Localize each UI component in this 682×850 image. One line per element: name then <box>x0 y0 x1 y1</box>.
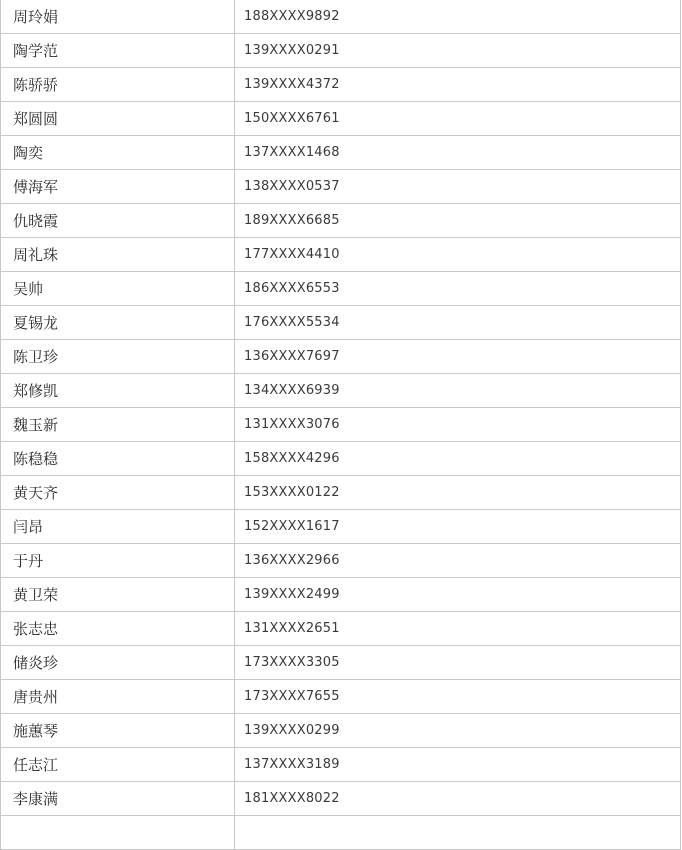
name-cell: 魏玉新 <box>1 408 235 442</box>
phone-cell: 136XXXX2966 <box>235 544 681 578</box>
table-row <box>1 680 681 714</box>
table-row <box>1 136 681 170</box>
name-cell: 黄天齐 <box>1 476 235 510</box>
table-row <box>1 374 681 408</box>
phone-cell: 138XXXX0537 <box>235 170 681 204</box>
name-cell: 郑修凯 <box>1 374 235 408</box>
phone-cell: 136XXXX7697 <box>235 340 681 374</box>
table-row <box>1 816 681 850</box>
table-row <box>1 748 681 782</box>
name-cell: 陶学范 <box>1 34 235 68</box>
phone-cell: 131XXXX3076 <box>235 408 681 442</box>
name-cell: 闫昂 <box>1 510 235 544</box>
name-cell: 任志江 <box>1 748 235 782</box>
table-row <box>1 306 681 340</box>
table-row <box>1 510 681 544</box>
table-row <box>1 646 681 680</box>
name-cell: 郑圆圆 <box>1 102 235 136</box>
contact-table-body <box>1 0 681 850</box>
table-row <box>1 102 681 136</box>
name-cell: 施蕙琴 <box>1 714 235 748</box>
phone-cell: 150XXXX6761 <box>235 102 681 136</box>
phone-cell: 139XXXX4372 <box>235 68 681 102</box>
name-cell: 李康满 <box>1 782 235 816</box>
table-row <box>1 34 681 68</box>
table-row <box>1 612 681 646</box>
phone-cell: 176XXXX5534 <box>235 306 681 340</box>
phone-cell: 188XXXX9892 <box>235 0 681 34</box>
phone-cell: 173XXXX7655 <box>235 680 681 714</box>
table-row <box>1 544 681 578</box>
phone-cell: 131XXXX2651 <box>235 612 681 646</box>
phone-cell: 134XXXX6939 <box>235 374 681 408</box>
phone-cell: 173XXXX3305 <box>235 646 681 680</box>
table-row <box>1 578 681 612</box>
phone-cell: 186XXXX6553 <box>235 272 681 306</box>
phone-cell <box>235 816 681 850</box>
phone-cell: 137XXXX1468 <box>235 136 681 170</box>
name-cell: 陈骄骄 <box>1 68 235 102</box>
name-cell: 张志忠 <box>1 612 235 646</box>
table-row <box>1 272 681 306</box>
name-cell: 唐贵州 <box>1 680 235 714</box>
phone-cell: 153XXXX0122 <box>235 476 681 510</box>
phone-cell: 139XXXX0291 <box>235 34 681 68</box>
name-cell: 陈稳稳 <box>1 442 235 476</box>
phone-cell: 137XXXX3189 <box>235 748 681 782</box>
phone-cell: 139XXXX0299 <box>235 714 681 748</box>
table-row <box>1 714 681 748</box>
name-cell: 储炎珍 <box>1 646 235 680</box>
table-row <box>1 68 681 102</box>
name-cell: 陶奕 <box>1 136 235 170</box>
table-row <box>1 408 681 442</box>
name-cell: 吴帅 <box>1 272 235 306</box>
phone-cell: 139XXXX2499 <box>235 578 681 612</box>
name-cell: 周玲娟 <box>1 0 235 34</box>
table-row <box>1 442 681 476</box>
table-row <box>1 170 681 204</box>
table-row <box>1 204 681 238</box>
name-cell: 夏锡龙 <box>1 306 235 340</box>
name-cell: 傅海军 <box>1 170 235 204</box>
name-cell <box>1 816 235 850</box>
phone-cell: 177XXXX4410 <box>235 238 681 272</box>
name-cell: 陈卫珍 <box>1 340 235 374</box>
name-cell: 周礼珠 <box>1 238 235 272</box>
table-row <box>1 238 681 272</box>
table-row <box>1 340 681 374</box>
phone-cell: 152XXXX1617 <box>235 510 681 544</box>
phone-cell: 158XXXX4296 <box>235 442 681 476</box>
table-row <box>1 0 681 34</box>
table-row <box>1 476 681 510</box>
table-row <box>1 782 681 816</box>
phone-cell: 181XXXX8022 <box>235 782 681 816</box>
phone-cell: 189XXXX6685 <box>235 204 681 238</box>
name-cell: 仇晓霞 <box>1 204 235 238</box>
name-cell: 于丹 <box>1 544 235 578</box>
name-cell: 黄卫荣 <box>1 578 235 612</box>
